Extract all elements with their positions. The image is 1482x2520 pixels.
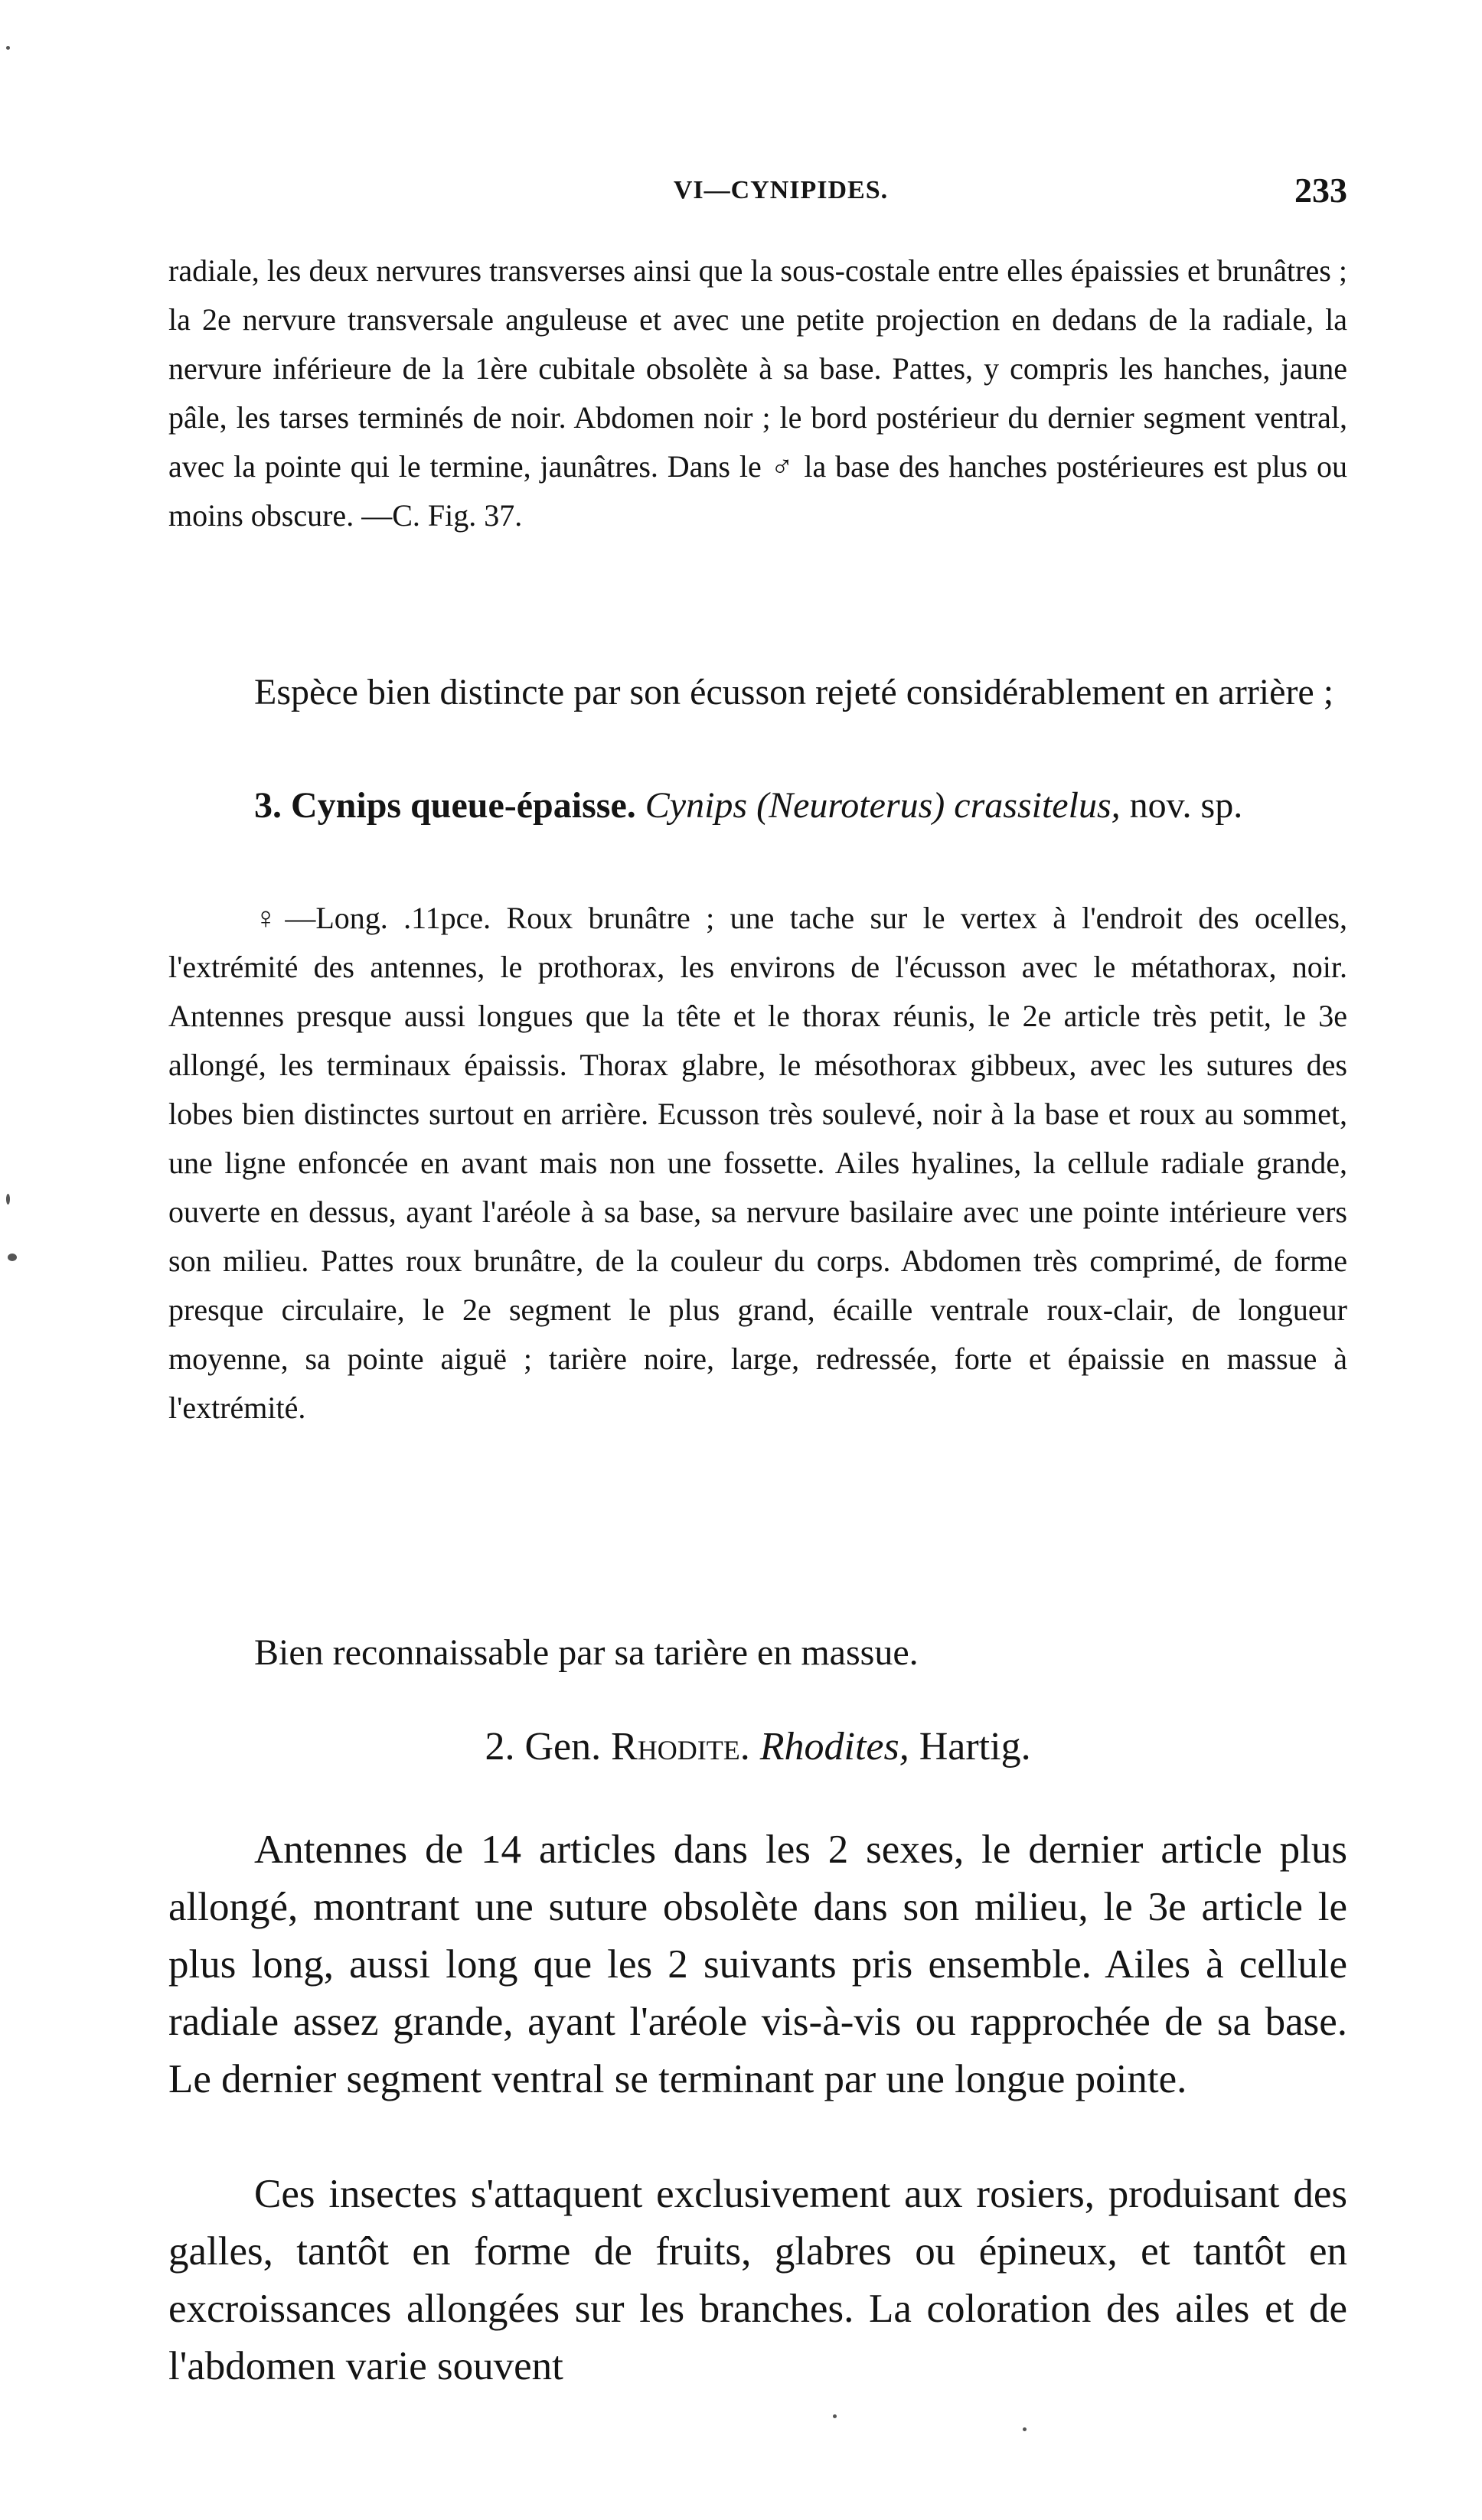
genus-label: Gen.: [524, 1725, 602, 1769]
species-name-fr: Cynips queue-épaisse.: [291, 785, 636, 826]
page-number: 233: [1294, 171, 1347, 210]
margin-speck: [6, 46, 10, 50]
species-status: nov. sp.: [1129, 785, 1243, 826]
paragraph-species-description: ♀—Long. .11pce. Roux brunâtre ; une tache sur le vertex à l'endroit des ocelles, l'extrémité des antennes, le prothorax, les environs de l'écusson avec le métathorax, noir. Antennes presque aussi longues que la tête et le thorax réunis, le 2e article très petit, le 3e allongé, les terminaux épaissis. Thorax glabre, le mésothorax gibbeux, avec les sutures des lobes bien distinctes surtout en arrière. Ecusson très soulevé, noir à la base et roux au sommet, une ligne enfoncée en avant mais non une fossette. Ailes hyalines, la cellule radiale grande, ouverte en dessus, ayant l'aréole à sa base, sa nervure basilaire avec une pointe intérieure vers son milieu. Pattes roux brunâtre, de la couleur du corps. Abdomen très comprimé, de forme presque circulaire, le 2e segment le plus grand, écaille ventrale roux-clair, de longueur moyenne, sa pointe aiguë ; tarière noire, large, redressée, forte et épaissie en massue à l'extrémité.: [168, 901, 1347, 1425]
genus-number: 2.: [485, 1725, 515, 1769]
genus-name-latin: Rhodites,: [759, 1725, 909, 1769]
species-heading: [168, 779, 1347, 833]
running-title: VI—CYNIPIDES.: [673, 176, 889, 204]
margin-speck: [1023, 2427, 1027, 2431]
species-genus-latin: Cynips: [645, 785, 748, 826]
running-header: [168, 170, 1347, 216]
paragraph-genus-description: Antennes de 14 articles dans les 2 sexes, le dernier article plus allongé, montrant une suture obsolète dans son milieu, le 3e article le plus long, aussi long que les 2 suivants pris ensemble. Ailes à cellule radiale assez grande, ayant l'aréole vis-à-vis ou rapprochée de sa base. Le dernier segment ventral se terminant par une longue pointe.: [168, 1827, 1347, 2101]
genus-name-fr: Rhodite.: [611, 1725, 750, 1769]
paragraph-species-note: Bien reconnaissable par sa tarière en massue.: [254, 1632, 919, 1673]
species-epithet-latin: crassitelus,: [954, 785, 1121, 826]
genus-author: Hartig.: [919, 1725, 1031, 1769]
margin-speck: [8, 1253, 17, 1261]
species-number: 3.: [254, 785, 282, 826]
margin-speck: [833, 2414, 837, 2418]
paragraph-genus-biology: Ces insectes s'attaquent exclusivement aux rosiers, produisant des galles, tantôt en forme de fruits, glabres ou épineux, et tantôt en excroissances allongées sur les branches. La coloration des ailes et de l'abdomen varie souvent: [168, 2172, 1347, 2388]
paragraph-wing-description: radiale, les deux nervures transverses ainsi que la sous-costale entre elles épaissies et brunâtres ; la 2e nervure transversale anguleuse et avec une petite projection en dedans de la radiale, la nervure inférieure de la 1ère cubitale obsolète à sa base. Pattes, y compris les hanches, jaune pâle, les tarses terminés de noir. Abdomen noir ; le bord postérieur du dernier segment ventral, avec la pointe qui le termine, jaunâtres. Dans le ♂ la base des hanches postérieures est plus ou moins obscure. —C. Fig. 37.: [168, 253, 1347, 533]
paragraph-species-remark: Espèce bien distincte par son écusson rejeté considérablement en arrière ;: [254, 672, 1334, 712]
margin-speck: [6, 1194, 10, 1205]
genus-heading: [168, 1720, 1347, 1774]
species-subgenus-latin: (Neuroterus): [756, 785, 945, 826]
